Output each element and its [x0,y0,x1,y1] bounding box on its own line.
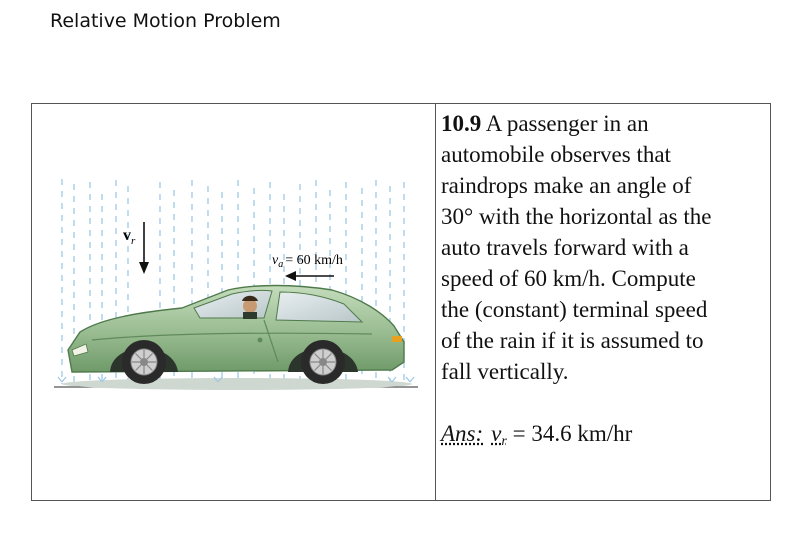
rain-velocity-label: $v_r$ [123,227,136,247]
auto-velocity-label: $v_a = 60$ km/h [272,253,343,270]
column-divider [435,104,436,500]
answer-label: Ans: [441,421,484,446]
problem-line-2: automobile observes that [441,142,671,167]
rear-wheel [301,340,345,384]
problem-line-5: auto travels forward with a [441,235,689,260]
problem-line-6: speed of 60 km/h. Compute [441,266,696,291]
auto-velocity-arrow [285,271,334,281]
problem-number: 10.9 [441,111,482,136]
car-shadow [62,378,412,390]
answer-variable: vr [491,421,507,449]
problem-line-1: 10.9 A passenger in an [441,111,649,136]
answer-line [441,421,771,450]
figure-cell [32,104,435,500]
problem-line-7: the (constant) terminal speed [441,297,708,322]
problem-line-4: 30° with the horizontal as the [441,204,712,229]
problem-line-8: of the rain if it is assumed to [441,328,704,353]
page-title: Relative Motion Problem [50,10,281,32]
front-wheel [122,340,166,384]
problem-table [31,103,771,501]
rain-velocity-arrow [139,222,149,274]
answer-value: = 34.6 km/hr [512,421,633,446]
problem-statement [441,108,771,387]
car [68,286,404,373]
car-rain-figure [32,104,434,500]
problem-line-9: fall vertically. [441,359,569,384]
problem-line-3: raindrops make an angle of [441,173,692,198]
